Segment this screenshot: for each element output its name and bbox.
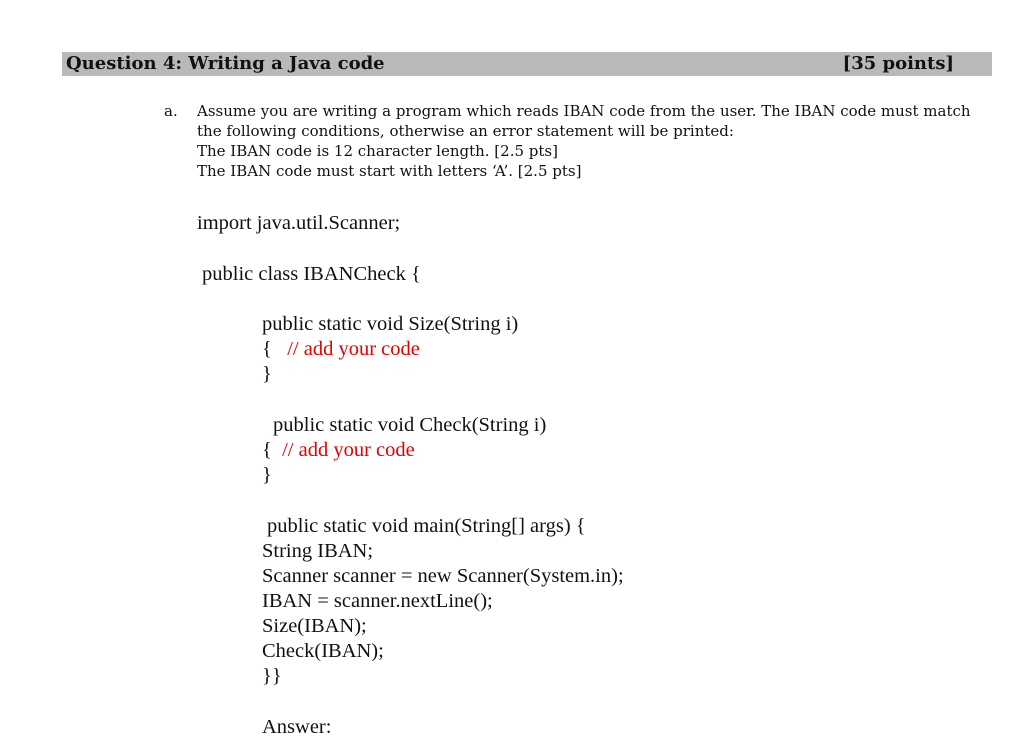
code-check-body <box>262 438 415 463</box>
question-title: Question 4: Writing a Java code <box>66 53 385 74</box>
code-main-line: String IBAN; <box>262 540 374 562</box>
code-main-close: }} <box>262 665 282 687</box>
code-check-signature: public static void Check(String i) <box>273 414 547 436</box>
code-main-line: Size(IBAN); <box>262 615 367 637</box>
question-line: The IBAN code is 12 character length. [2.5 pts] <box>197 142 558 160</box>
subquestion-label: a. <box>164 102 178 120</box>
question-line: the following conditions, otherwise an error statement will be printed: <box>197 122 734 140</box>
code-main-line: Scanner scanner = new Scanner(System.in); <box>262 565 624 587</box>
code-size-body <box>262 337 420 362</box>
code-main-line: IBAN = scanner.nextLine(); <box>262 590 493 612</box>
code-size-close: } <box>262 363 272 385</box>
answer-label: Answer: <box>262 716 332 738</box>
code-check-comment: // add your code <box>282 439 415 461</box>
question-line: Assume you are writing a program which reads IBAN code from the user. The IBAN code must match <box>197 102 971 120</box>
code-size-signature: public static void Size(String i) <box>262 313 519 335</box>
code-check-close: } <box>262 464 272 486</box>
code-import: import java.util.Scanner; <box>197 212 401 234</box>
question-points: [35 points] <box>842 53 954 74</box>
code-main-line: Check(IBAN); <box>262 640 384 662</box>
code-main-signature: public static void main(String[] args) { <box>267 515 586 537</box>
code-brace: { <box>262 338 272 360</box>
question-text <box>197 101 997 181</box>
code-class-declaration: public class IBANCheck { <box>202 263 421 285</box>
question-header-bar <box>62 52 992 76</box>
question-line: The IBAN code must start with letters ‘A’. [2.5 pts] <box>197 162 582 180</box>
code-size-comment: // add your code <box>287 338 420 360</box>
code-brace: { <box>262 439 272 461</box>
